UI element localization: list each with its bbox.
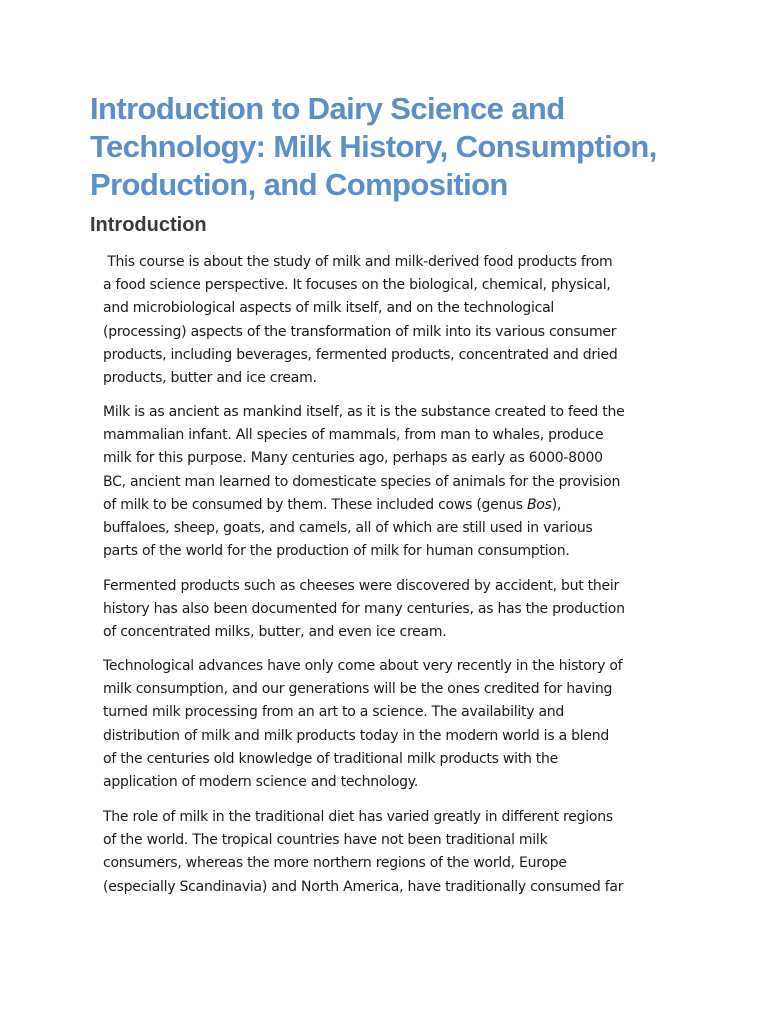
text-line: turned milk processing from an art to a science. The availability and bbox=[103, 704, 565, 721]
text-line: history has also been documented for many centuries, as has the production bbox=[103, 601, 625, 618]
text-segment: ), bbox=[551, 496, 562, 513]
text-segment: of milk to be consumed by them. These included cows (genus bbox=[103, 496, 528, 513]
text-line: (processing) aspects of the transformation of milk into its various consumer bbox=[103, 323, 617, 340]
text-line: products, including beverages, fermented products, concentrated and dried bbox=[103, 346, 618, 363]
text-line: Milk is as ancient as mankind itself, as it is the substance created to feed the bbox=[103, 404, 625, 420]
text-line: of the centuries old knowledge of traditional milk products with the bbox=[103, 750, 559, 767]
text-line: (especially Scandinavia) and North America, have traditionally consumed far bbox=[103, 878, 624, 895]
text-line: mammalian infant. All species of mammals, from man to whales, produce bbox=[103, 427, 604, 444]
text-line: Fermented products such as cheeses were discovered by accident, but their bbox=[103, 578, 620, 594]
text-line: This course is about the study of milk and milk-derived food products from bbox=[103, 254, 613, 270]
text-line: consumers, whereas the more northern regions of the world, Europe bbox=[103, 855, 567, 872]
paragraph-technological-advances bbox=[103, 655, 673, 794]
title-line: Introduction to Dairy Science and bbox=[90, 91, 565, 126]
paragraph-course-overview bbox=[103, 251, 673, 390]
text-line: BC, ancient man learned to domesticate species of animals for the provision bbox=[103, 473, 621, 490]
text-line: buffaloes, sheep, goats, and camels, all of which are still used in various bbox=[103, 520, 593, 537]
text-line: of concentrated milks, butter, and even ice cream. bbox=[103, 624, 447, 641]
paragraph-milk-history bbox=[103, 401, 673, 563]
text-line: The role of milk in the traditional diet has varied greatly in different regions bbox=[103, 809, 613, 825]
text-line: milk consumption, and our generations will be the ones credited for having bbox=[103, 681, 613, 698]
text-line: application of modern science and technology. bbox=[103, 774, 419, 791]
paragraph-fermented-products bbox=[103, 575, 673, 645]
paragraph-role-of-milk bbox=[103, 806, 673, 899]
section-heading: Introduction bbox=[90, 214, 207, 236]
text-line: distribution of milk and milk products today in the modern world is a blend bbox=[103, 727, 609, 744]
text-line: products, butter and ice cream. bbox=[103, 370, 317, 387]
title-line: Production, and Composition bbox=[90, 167, 508, 202]
text-line: parts of the world for the production of milk for human consumption. bbox=[103, 543, 570, 560]
text-line: a food science perspective. It focuses on the biological, chemical, physical, bbox=[103, 277, 611, 294]
text-line: milk for this purpose. Many centuries ago, perhaps as early as 6000-8000 bbox=[103, 450, 603, 467]
text-line: and microbiological aspects of milk itself, and on the technological bbox=[103, 300, 555, 317]
genus-name: Bos bbox=[527, 496, 552, 513]
document-title bbox=[90, 90, 710, 204]
text-line bbox=[103, 494, 673, 517]
text-line: of the world. The tropical countries have not been traditional milk bbox=[103, 832, 548, 849]
title-line: Technology: Milk History, Consumption, bbox=[90, 129, 657, 164]
text-line: Technological advances have only come about very recently in the history of bbox=[103, 658, 623, 674]
